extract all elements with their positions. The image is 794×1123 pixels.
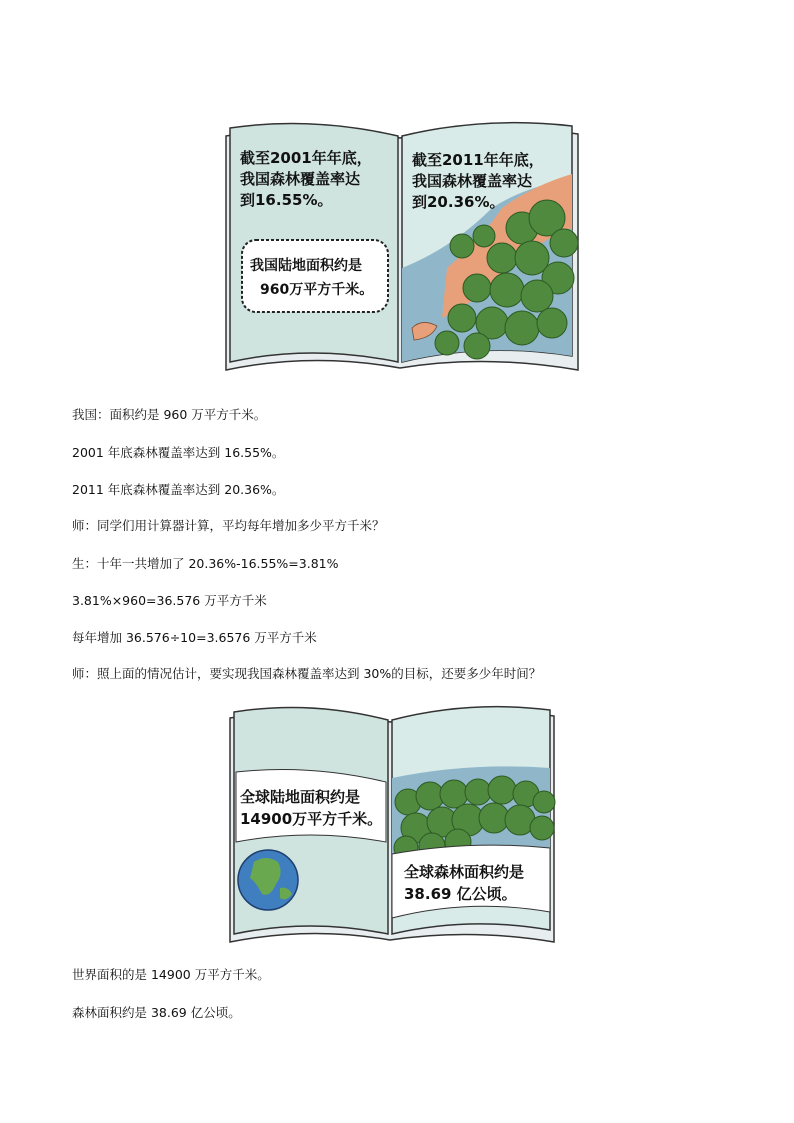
- text-line-10: 森林面积约是 38.69 亿公顷。: [72, 1005, 241, 1020]
- book1-left-line-2: 我国森林覆盖率达: [240, 170, 361, 188]
- book2-right-line-1: 全球森林面积约是: [404, 863, 525, 881]
- text-line-2: 2001 年底森林覆盖率达到 16.55%。: [72, 445, 285, 460]
- book-illustration-2: [226, 702, 558, 946]
- text-line-4: 师：同学们用计算器计算，平均每年增加多少平方千米？: [72, 518, 385, 533]
- book1-callout-line-2: 960万平方千米。: [260, 282, 374, 298]
- book1-right-line-1: 截至2011年年底，: [412, 151, 544, 169]
- book1-callout-line-1: 我国陆地面积约是: [250, 258, 362, 274]
- book1-right-line-2: 我国森林覆盖率达: [412, 172, 533, 190]
- book2-left-line-1: 全球陆地面积约是: [240, 788, 361, 806]
- book1-left-line-1: 截至2001年年底，: [240, 149, 372, 167]
- book1-left-line-3: 到16.55%。: [240, 191, 333, 209]
- text-line-7: 每年增加 36.576÷10=3.6576 万平方千米: [72, 630, 317, 645]
- book2-right-line-2: 38.69 亿公顷。: [404, 885, 517, 903]
- text-line-6: 3.81%×960=36.576 万平方千米: [72, 593, 267, 608]
- book1-right-line-3: 到20.36%。: [412, 193, 505, 211]
- text-line-9: 世界面积的是 14900 万平方千米。: [72, 967, 270, 982]
- book2-left-line-2: 14900万平方千米。: [240, 810, 383, 828]
- book-illustration-1: [222, 118, 582, 373]
- text-line-3: 2011 年底森林覆盖率达到 20.36%。: [72, 482, 285, 497]
- text-line-5: 生：十年一共增加了 20.36%-16.55%=3.81%: [72, 556, 339, 571]
- text-line-1: 我国：面积约是 960 万平方千米。: [72, 407, 267, 422]
- text-line-8: 师：照上面的情况估计，要实现我国森林覆盖率达到 30%的目标，还要多少年时间？: [72, 666, 542, 681]
